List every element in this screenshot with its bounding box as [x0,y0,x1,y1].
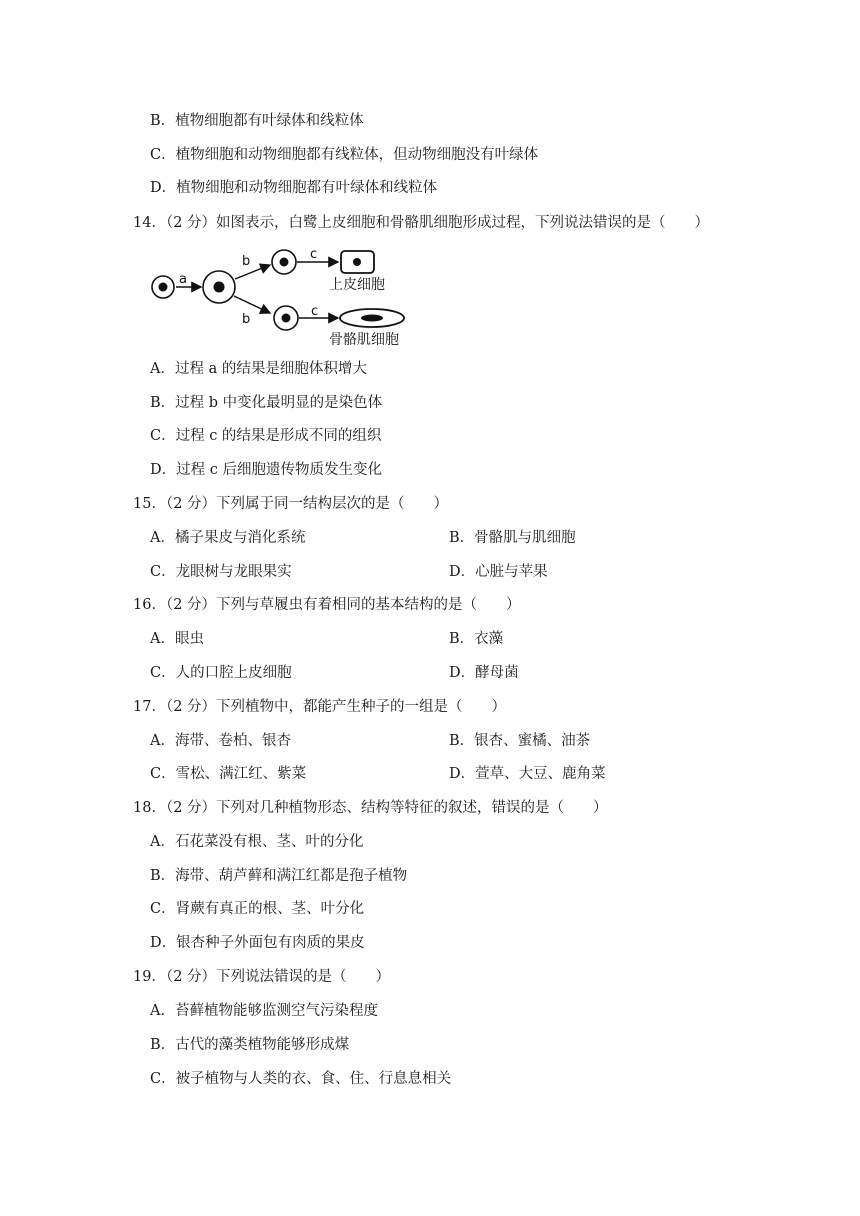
q19-option-c: C．被子植物与人类的衣、食、住、行息息相关 [150,1071,452,1087]
q13-option-b: B．植物细胞都有叶绿体和线粒体 [150,113,364,129]
q14-stem: 14．（2 分）如图表示，白鹭上皮细胞和骨骼肌细胞形成过程，下列说法错误的是（ ） [133,215,710,231]
divided-cell-bottom-icon [274,306,298,330]
q18-stem: 18．（2 分）下列对几种植物形态、结构等特征的叙述，错误的是（ ） [133,800,608,816]
process-b-bottom-label: b [242,312,251,327]
q15-option-d: D．心脏与苹果 [449,564,548,580]
epithelial-cell-icon [341,251,374,273]
q14-option-b: B．过程 b 中变化最明显的是染色体 [150,395,383,411]
q14-option-d: D．过程 c 后细胞遗传物质发生变化 [150,462,382,478]
q17-option-b: B．银杏、蜜橘、油茶 [449,733,591,749]
muscle-cell-icon [340,309,404,327]
process-c-top-label: c [310,247,318,262]
q15-option-b: B．骨骼肌与肌细胞 [449,530,576,546]
process-b-top-label: b [242,254,251,269]
q17-option-a: A．海带、卷柏、银杏 [150,733,291,749]
q18-option-d: D．银杏种子外面包有肉质的果皮 [150,935,365,951]
q19-option-a: A．苔藓植物能够监测空气污染程度 [150,1003,378,1019]
q16-option-b: B．衣藻 [449,631,504,647]
process-c-bottom-label: c [311,304,319,319]
q13-option-d: D．植物细胞和动物细胞都有叶绿体和线粒体 [150,180,438,196]
q15-stem: 15．（2 分）下列属于同一结构层次的是（ ） [133,496,449,512]
q16-option-d: D．酵母菌 [449,665,519,681]
q16-option-c: C．人的口腔上皮细胞 [150,665,292,681]
q13-option-c: C．植物细胞和动物细胞都有线粒体，但动物细胞没有叶绿体 [150,147,539,163]
q16-stem: 16．（2 分）下列与草履虫有着相同的基本结构的是（ ） [133,597,521,613]
q17-stem: 17．（2 分）下列植物中，都能产生种子的一组是（ ） [133,699,507,715]
q19-option-b: B．古代的藻类植物能够形成煤 [150,1037,350,1053]
q15-option-a: A．橘子果皮与消化系统 [150,530,306,546]
q14-option-a: A．过程 a 的结果是细胞体积增大 [150,361,367,377]
process-a-label: a [179,272,187,287]
epithelial-cell-label: 上皮细胞 [329,277,385,293]
q14-option-c: C．过程 c 的结果是形成不同的组织 [150,428,382,444]
q18-option-a: A．石花菜没有根、茎、叶的分化 [150,834,364,850]
q18-option-c: C．肾蕨有真正的根、茎、叶分化 [150,901,365,917]
cell-differentiation-diagram [140,243,430,353]
q18-option-b: B．海带、葫芦藓和满江红都是孢子植物 [150,868,408,884]
q16-option-a: A．眼虫 [150,631,204,647]
starting-cell-icon [152,276,174,298]
enlarged-cell-icon [203,271,235,303]
q17-option-c: C．雪松、满江红、紫菜 [150,766,307,782]
muscle-cell-label: 骨骼肌细胞 [329,332,399,348]
q19-stem: 19．（2 分）下列说法错误的是（ ） [133,969,391,985]
q17-option-d: D．萱草、大豆、鹿角菜 [449,766,606,782]
q15-option-c: C．龙眼树与龙眼果实 [150,564,292,580]
divided-cell-top-icon [272,250,296,274]
